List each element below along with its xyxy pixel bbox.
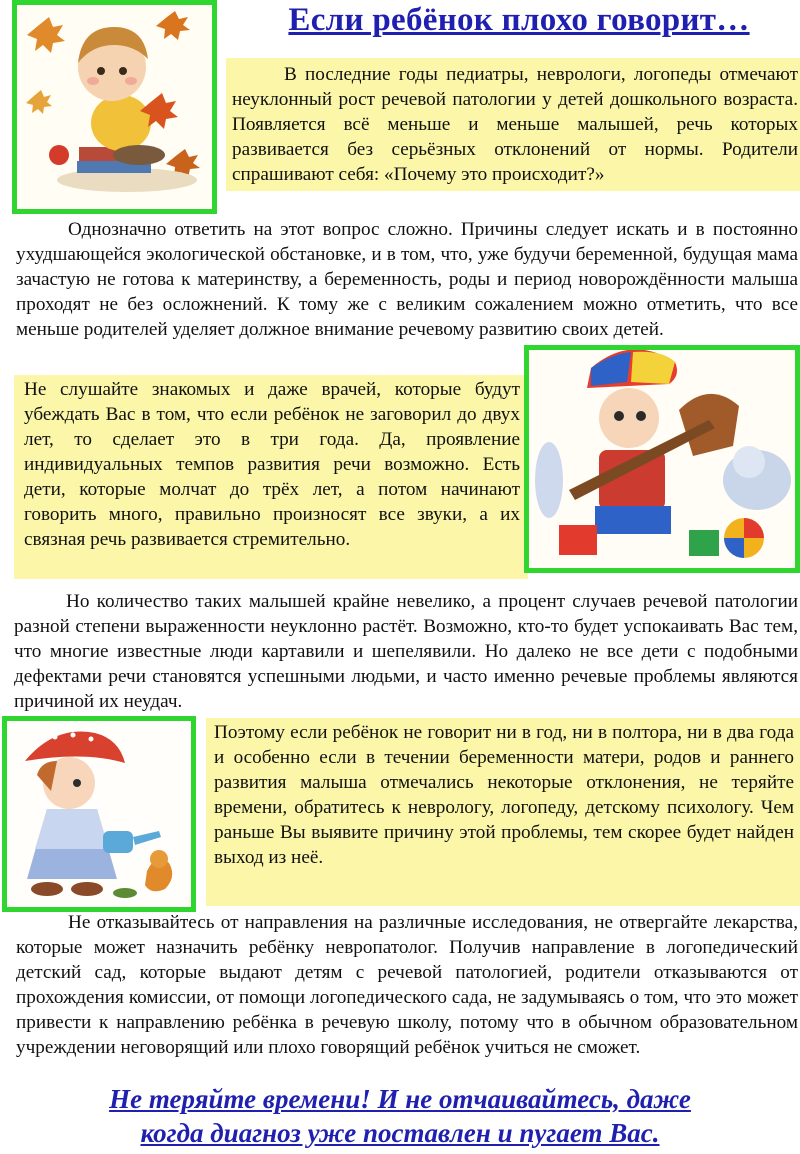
advice-paragraph: Не слушайте знакомых и даже врачей, которые будут убеждать Вас в том, что если ребёнок не заговорил до двух лет, то сделает это в три года. Да, проявление индивидуальных темпов развития речи возможно. Есть дети, которые молчат до трёх лет, а потом начинают говорить много, правильно произносят все звуки, а их связная речь развивается стремительно. [14,375,528,579]
illustration-boy-toys [524,345,800,573]
causes-paragraph: Однозначно ответить на этот вопрос сложно. Причины следует искать и в постоянно ухудшающейся экологической обстановке, и в том, что, уже будучи беременной, будущая мама зачастую не готова к материнству, а беременность, роды и период новорождённости малыша проходят не без осложнений. К тому же с великим сожалением можно отметить, что все меньше родителей уделяет должное внимание речевому развитию своих детей. [16,219,798,340]
referrals-paragraph: Не отказывайтесь от направления на различные исследования, не отвергайте лекарства, которые может назначить ребёнку невропатолог. Получив направление в логопедический детский сад, которые выдают детям с речевой патологией, родители отказываются от прохождения комиссии, от помощи логопедического сада, не задумываясь о том, что это может привести к направлению ребёнка в речевую школу, потому что в обычном образовательном учреждении неговорящий или плохо говорящий ребёнок учиться не сможет. [16,912,798,1058]
few-children-paragraph: Но количество таких малышей крайне невелико, а процент случаев речевой патологии разной степени выраженности неуклонно растёт. Возможно, кто-то будет успокаивать Вас тем, что многие известные люди картавили и шепелявили. Но далеко не все дети с подобными дефектами речи становятся успешными людьми, и часто именно речевые проблемы являются причиной их неудач. [14,591,798,712]
intro-paragraph: В последние годы педиатры, неврологи, логопеды отмечают неуклонный рост речевой патологии у детей дошкольного возраста. Появляется всё меньше и меньше малышей, речь которых развивается без серьёзных отклонений от нормы. Родители спрашивают себя: «Почему это происходит?» [226,58,800,191]
illustration-boy-autumn [12,0,217,214]
footer-line-2: когда диагноз уже поставлен и пугает Вас. [140,1118,660,1148]
illustration-girl-watering-can [2,716,196,912]
footer-line-1: Не теряйте времени! И не отчаивайтесь, даже [109,1084,691,1114]
page-title: Если ребёнок плохо говорит… [288,2,750,38]
specialists-paragraph: Поэтому если ребёнок не говорит ни в год, ни в полтора, ни в два года и особенно если в течении беременности матери, родов и раннего развития малыша отмечались некоторые отклонения, не теряйте времени, обратитесь к неврологу, логопеду, детскому психологу. Чем раньше Вы выявите причину этой проблемы, тем скорее будет найден выход из неё. [206,718,800,906]
